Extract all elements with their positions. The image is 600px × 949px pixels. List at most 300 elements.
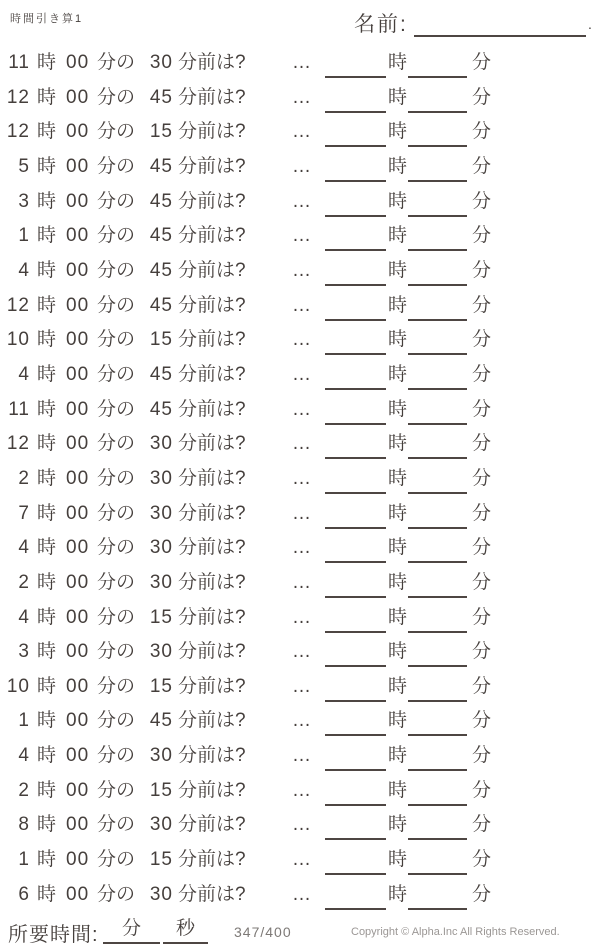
minutes-of-label: 分の	[97, 883, 136, 905]
zero-minutes-value: 00	[66, 294, 90, 316]
zero-minutes-value: 00	[66, 259, 90, 281]
hour-value: 10	[6, 329, 30, 351]
ellipsis: …	[292, 121, 311, 143]
answer-hour-unit-label: 時	[388, 121, 408, 143]
answer-hour-blank[interactable]	[325, 712, 386, 736]
zero-minutes-value: 00	[66, 121, 90, 143]
answer-hour-unit-label: 時	[388, 225, 408, 247]
hour-unit-label: 時	[37, 849, 57, 871]
answer-minute-unit-label: 分	[472, 537, 492, 559]
before-question-label: 分前は?	[178, 849, 246, 871]
ellipsis: …	[292, 779, 311, 801]
answer-hour-unit-label: 時	[388, 363, 408, 385]
zero-minutes-value: 00	[66, 52, 90, 73]
elapsed-time-label: 所要時間:	[8, 924, 99, 946]
minutes-of-label: 分の	[97, 294, 136, 316]
answer-hour-blank[interactable]	[325, 331, 386, 355]
ellipsis: …	[292, 571, 311, 593]
minutes-value: 30	[149, 883, 173, 905]
answer-minute-unit-label: 分	[472, 190, 492, 212]
minutes-value: 30	[149, 571, 173, 593]
answer-minute-blank[interactable]	[408, 747, 467, 771]
name-label: 名前:	[354, 13, 408, 36]
problem-row	[0, 260, 600, 295]
answer-hour-blank[interactable]	[325, 747, 386, 771]
hour-value: 2	[18, 779, 30, 801]
hour-unit-label: 時	[37, 433, 57, 455]
hour-unit-label: 時	[37, 225, 57, 247]
answer-minute-unit-label: 分	[472, 606, 492, 628]
minutes-value: 45	[149, 225, 173, 247]
answer-hour-blank[interactable]	[325, 539, 386, 563]
minutes-of-label: 分の	[97, 433, 136, 455]
hour-value: 2	[18, 467, 30, 489]
answer-minute-unit-label: 分	[472, 467, 492, 489]
answer-minute-unit-label: 分	[472, 433, 492, 455]
answer-minute-unit-label: 分	[472, 155, 492, 177]
minutes-of-label: 分の	[97, 814, 136, 836]
hour-unit-label: 時	[37, 779, 57, 801]
before-question-label: 分前は?	[178, 571, 246, 593]
minutes-value: 45	[149, 363, 173, 385]
hour-unit-label: 時	[37, 641, 57, 663]
ellipsis: …	[292, 606, 311, 628]
answer-minute-blank[interactable]	[408, 505, 467, 529]
hour-value: 4	[18, 745, 30, 767]
before-question-label: 分前は?	[178, 467, 246, 489]
answer-hour-blank[interactable]	[325, 851, 386, 875]
answer-minute-unit-label: 分	[472, 363, 492, 385]
before-question-label: 分前は?	[178, 121, 246, 143]
answer-hour-unit-label: 時	[388, 814, 408, 836]
answer-hour-unit-label: 時	[388, 849, 408, 871]
zero-minutes-value: 00	[66, 329, 90, 351]
zero-minutes-value: 00	[66, 675, 90, 697]
minutes-value: 15	[149, 606, 173, 628]
problem-row	[0, 572, 600, 607]
ellipsis: …	[292, 641, 311, 663]
minutes-of-label: 分の	[97, 606, 136, 628]
hour-value: 12	[6, 121, 30, 143]
answer-minute-unit-label: 分	[472, 398, 492, 420]
hour-unit-label: 時	[37, 363, 57, 385]
hour-value: 10	[6, 675, 30, 697]
answer-minute-unit-label: 分	[472, 779, 492, 801]
hour-unit-label: 時	[37, 745, 57, 767]
zero-minutes-value: 00	[66, 190, 90, 212]
problem-row	[0, 849, 600, 884]
answer-hour-unit-label: 時	[388, 675, 408, 697]
minutes-of-label: 分の	[97, 52, 136, 73]
hour-value: 12	[6, 86, 30, 108]
zero-minutes-value: 00	[66, 502, 90, 524]
answer-hour-unit-label: 時	[388, 710, 408, 732]
answer-minute-blank[interactable]	[408, 539, 467, 563]
answer-hour-blank[interactable]	[325, 366, 386, 390]
minutes-value: 15	[149, 121, 173, 143]
ellipsis: …	[292, 433, 311, 455]
hour-unit-label: 時	[37, 121, 57, 143]
hour-unit-label: 時	[37, 259, 57, 281]
problem-row	[0, 468, 600, 503]
before-question-label: 分前は?	[178, 502, 246, 524]
ellipsis: …	[292, 398, 311, 420]
before-question-label: 分前は?	[178, 433, 246, 455]
footer	[0, 916, 600, 949]
hour-value: 4	[18, 363, 30, 385]
answer-minute-blank[interactable]	[408, 851, 467, 875]
answer-minute-blank[interactable]	[408, 193, 467, 217]
minutes-value: 45	[149, 294, 173, 316]
problem-row	[0, 503, 600, 538]
answer-hour-unit-label: 時	[388, 571, 408, 593]
answer-hour-unit-label: 時	[388, 433, 408, 455]
page-number: 347/400	[234, 924, 292, 940]
answer-minute-blank[interactable]	[408, 227, 467, 251]
problem-row	[0, 537, 600, 572]
answer-hour-unit-label: 時	[388, 329, 408, 351]
before-question-label: 分前は?	[178, 675, 246, 697]
answer-hour-blank[interactable]	[325, 401, 386, 425]
answer-minute-unit-label: 分	[472, 294, 492, 316]
answer-hour-blank[interactable]	[325, 816, 386, 840]
ellipsis: …	[292, 849, 311, 871]
problem-row	[0, 676, 600, 711]
answer-hour-blank[interactable]	[325, 435, 386, 459]
answer-hour-unit-label: 時	[388, 398, 408, 420]
problem-list	[0, 52, 600, 918]
problem-row	[0, 364, 600, 399]
answer-minute-unit-label: 分	[472, 329, 492, 351]
minutes-of-label: 分の	[97, 502, 136, 524]
answer-minute-unit-label: 分	[472, 571, 492, 593]
ellipsis: …	[292, 225, 311, 247]
minutes-of-label: 分の	[97, 467, 136, 489]
ellipsis: …	[292, 710, 311, 732]
zero-minutes-value: 00	[66, 433, 90, 455]
name-input-line[interactable]	[414, 6, 586, 37]
answer-hour-blank[interactable]	[325, 505, 386, 529]
answer-minute-unit-label: 分	[472, 745, 492, 767]
copyright-text: Copyright © Alpha.Inc All Rights Reserved.	[351, 926, 560, 938]
answer-hour-unit-label: 時	[388, 190, 408, 212]
minutes-value: 15	[149, 329, 173, 351]
minutes-value: 45	[149, 155, 173, 177]
zero-minutes-value: 00	[66, 710, 90, 732]
problem-row	[0, 87, 600, 122]
answer-hour-unit-label: 時	[388, 86, 408, 108]
elapsed-minutes-blank[interactable]: 分	[103, 916, 160, 944]
problem-row	[0, 433, 600, 468]
minutes-of-label: 分の	[97, 398, 136, 420]
answer-minute-blank[interactable]	[408, 123, 467, 147]
hour-value: 1	[18, 849, 30, 871]
answer-minute-blank[interactable]	[408, 54, 467, 78]
minutes-value: 45	[149, 710, 173, 732]
answer-hour-blank[interactable]	[325, 643, 386, 667]
problem-row	[0, 745, 600, 780]
zero-minutes-value: 00	[66, 641, 90, 663]
hour-value: 5	[18, 155, 30, 177]
answer-hour-unit-label: 時	[388, 537, 408, 559]
minutes-value: 30	[149, 745, 173, 767]
hour-value: 2	[18, 571, 30, 593]
zero-minutes-value: 00	[66, 86, 90, 108]
problem-row	[0, 884, 600, 919]
hour-value: 7	[18, 502, 30, 524]
minutes-value: 30	[149, 641, 173, 663]
answer-hour-blank[interactable]	[325, 886, 386, 910]
minutes-of-label: 分の	[97, 155, 136, 177]
answer-minute-blank[interactable]	[408, 297, 467, 321]
answer-hour-blank[interactable]	[325, 54, 386, 78]
answer-hour-blank[interactable]	[325, 297, 386, 321]
answer-minute-blank[interactable]	[408, 816, 467, 840]
zero-minutes-value: 00	[66, 571, 90, 593]
hour-value: 4	[18, 606, 30, 628]
answer-hour-unit-label: 時	[388, 883, 408, 905]
hour-value: 4	[18, 259, 30, 281]
ellipsis: …	[292, 675, 311, 697]
answer-minute-unit-label: 分	[472, 641, 492, 663]
answer-hour-blank[interactable]	[325, 782, 386, 806]
zero-minutes-value: 00	[66, 225, 90, 247]
answer-hour-blank[interactable]	[325, 123, 386, 147]
zero-minutes-value: 00	[66, 398, 90, 420]
answer-minute-unit-label: 分	[472, 121, 492, 143]
answer-minute-unit-label: 分	[472, 86, 492, 108]
ellipsis: …	[292, 190, 311, 212]
problem-row	[0, 121, 600, 156]
before-question-label: 分前は?	[178, 294, 246, 316]
minutes-value: 15	[149, 675, 173, 697]
zero-minutes-value: 00	[66, 779, 90, 801]
before-question-label: 分前は?	[178, 259, 246, 281]
minutes-of-label: 分の	[97, 225, 136, 247]
before-question-label: 分前は?	[178, 814, 246, 836]
hour-unit-label: 時	[37, 329, 57, 351]
before-question-label: 分前は?	[178, 537, 246, 559]
problem-row	[0, 814, 600, 849]
minutes-value: 30	[149, 502, 173, 524]
hour-unit-label: 時	[37, 606, 57, 628]
answer-hour-unit-label: 時	[388, 259, 408, 281]
minutes-of-label: 分の	[97, 745, 136, 767]
answer-minute-unit-label: 分	[472, 675, 492, 697]
minutes-value: 30	[149, 467, 173, 489]
answer-minute-unit-label: 分	[472, 259, 492, 281]
ellipsis: …	[292, 294, 311, 316]
minutes-of-label: 分の	[97, 259, 136, 281]
hour-unit-label: 時	[37, 294, 57, 316]
answer-minute-blank[interactable]	[408, 89, 467, 113]
zero-minutes-value: 00	[66, 606, 90, 628]
answer-minute-unit-label: 分	[472, 710, 492, 732]
minutes-value: 45	[149, 259, 173, 281]
ellipsis: …	[292, 86, 311, 108]
answer-hour-blank[interactable]	[325, 678, 386, 702]
minutes-of-label: 分の	[97, 190, 136, 212]
zero-minutes-value: 00	[66, 467, 90, 489]
minutes-of-label: 分の	[97, 86, 136, 108]
elapsed-seconds-blank[interactable]: 秒	[163, 916, 208, 944]
before-question-label: 分前は?	[178, 745, 246, 767]
before-question-label: 分前は?	[178, 398, 246, 420]
zero-minutes-value: 00	[66, 814, 90, 836]
answer-minute-blank[interactable]	[408, 712, 467, 736]
before-question-label: 分前は?	[178, 52, 246, 73]
before-question-label: 分前は?	[178, 225, 246, 247]
answer-minute-unit-label: 分	[472, 52, 492, 73]
hour-value: 11	[8, 52, 30, 73]
problem-row	[0, 710, 600, 745]
answer-hour-unit-label: 時	[388, 641, 408, 663]
answer-hour-blank[interactable]	[325, 193, 386, 217]
hour-unit-label: 時	[37, 86, 57, 108]
answer-minute-unit-label: 分	[472, 883, 492, 905]
hour-unit-label: 時	[37, 155, 57, 177]
minutes-of-label: 分の	[97, 641, 136, 663]
hour-unit-label: 時	[37, 537, 57, 559]
answer-minute-blank[interactable]	[408, 401, 467, 425]
hour-value: 11	[8, 398, 30, 420]
hour-unit-label: 時	[37, 571, 57, 593]
minutes-of-label: 分の	[97, 675, 136, 697]
problem-row	[0, 52, 600, 87]
hour-value: 1	[18, 710, 30, 732]
problem-row	[0, 607, 600, 642]
answer-minute-unit-label: 分	[472, 502, 492, 524]
name-field	[0, 6, 600, 40]
answer-hour-blank[interactable]	[325, 470, 386, 494]
answer-hour-unit-label: 時	[388, 502, 408, 524]
before-question-label: 分前は?	[178, 329, 246, 351]
minutes-of-label: 分の	[97, 121, 136, 143]
minutes-value: 15	[149, 779, 173, 801]
problem-row	[0, 225, 600, 260]
problem-row	[0, 329, 600, 364]
minutes-value: 30	[149, 433, 173, 455]
zero-minutes-value: 00	[66, 883, 90, 905]
minutes-value: 45	[149, 398, 173, 420]
hour-value: 3	[18, 641, 30, 663]
answer-hour-blank[interactable]	[325, 574, 386, 598]
answer-hour-unit-label: 時	[388, 52, 408, 73]
hour-unit-label: 時	[37, 52, 57, 73]
zero-minutes-value: 00	[66, 849, 90, 871]
zero-minutes-value: 00	[66, 537, 90, 559]
answer-minute-blank[interactable]	[408, 574, 467, 598]
hour-value: 1	[18, 225, 30, 247]
minutes-value: 15	[149, 849, 173, 871]
hour-value: 12	[6, 294, 30, 316]
answer-hour-blank[interactable]	[325, 89, 386, 113]
answer-minute-unit-label: 分	[472, 814, 492, 836]
answer-minute-blank[interactable]	[408, 782, 467, 806]
answer-minute-unit-label: 分	[472, 225, 492, 247]
ellipsis: …	[292, 745, 311, 767]
ellipsis: …	[292, 537, 311, 559]
answer-minute-blank[interactable]	[408, 643, 467, 667]
minutes-of-label: 分の	[97, 329, 136, 351]
ellipsis: …	[292, 329, 311, 351]
hour-value: 6	[18, 883, 30, 905]
answer-minute-blank[interactable]	[408, 678, 467, 702]
hour-unit-label: 時	[37, 190, 57, 212]
hour-unit-label: 時	[37, 398, 57, 420]
minutes-value: 30	[149, 52, 173, 73]
before-question-label: 分前は?	[178, 779, 246, 801]
answer-hour-unit-label: 時	[388, 467, 408, 489]
before-question-label: 分前は?	[178, 710, 246, 732]
before-question-label: 分前は?	[178, 155, 246, 177]
problem-row	[0, 295, 600, 330]
minutes-value: 45	[149, 190, 173, 212]
answer-minute-blank[interactable]	[408, 366, 467, 390]
minutes-of-label: 分の	[97, 849, 136, 871]
minutes-of-label: 分の	[97, 363, 136, 385]
problem-row	[0, 156, 600, 191]
hour-unit-label: 時	[37, 467, 57, 489]
minutes-value: 30	[149, 814, 173, 836]
problem-row	[0, 641, 600, 676]
answer-minute-blank[interactable]	[408, 886, 467, 910]
answer-hour-blank[interactable]	[325, 609, 386, 633]
hour-value: 12	[6, 433, 30, 455]
hour-value: 8	[18, 814, 30, 836]
minutes-value: 45	[149, 86, 173, 108]
minutes-of-label: 分の	[97, 710, 136, 732]
answer-hour-blank[interactable]	[325, 158, 386, 182]
minutes-value: 30	[149, 537, 173, 559]
hour-unit-label: 時	[37, 883, 57, 905]
answer-minute-blank[interactable]	[408, 435, 467, 459]
zero-minutes-value: 00	[66, 155, 90, 177]
answer-minute-blank[interactable]	[408, 470, 467, 494]
minutes-of-label: 分の	[97, 571, 136, 593]
answer-minute-blank[interactable]	[408, 158, 467, 182]
page-title: 時間引き算1	[10, 13, 84, 25]
answer-hour-unit-label: 時	[388, 155, 408, 177]
ellipsis: …	[292, 883, 311, 905]
hour-unit-label: 時	[37, 710, 57, 732]
answer-minute-blank[interactable]	[408, 262, 467, 286]
problem-row	[0, 399, 600, 434]
answer-hour-blank[interactable]	[325, 262, 386, 286]
answer-minute-blank[interactable]	[408, 331, 467, 355]
answer-hour-unit-label: 時	[388, 745, 408, 767]
hour-unit-label: 時	[37, 814, 57, 836]
before-question-label: 分前は?	[178, 641, 246, 663]
ellipsis: …	[292, 363, 311, 385]
hour-value: 4	[18, 537, 30, 559]
name-line-period: .	[588, 16, 592, 32]
ellipsis: …	[292, 814, 311, 836]
before-question-label: 分前は?	[178, 363, 246, 385]
answer-minute-unit-label: 分	[472, 849, 492, 871]
before-question-label: 分前は?	[178, 606, 246, 628]
answer-hour-blank[interactable]	[325, 227, 386, 251]
answer-hour-unit-label: 時	[388, 779, 408, 801]
problem-row	[0, 780, 600, 815]
answer-hour-unit-label: 時	[388, 294, 408, 316]
zero-minutes-value: 00	[66, 363, 90, 385]
ellipsis: …	[292, 259, 311, 281]
minutes-of-label: 分の	[97, 537, 136, 559]
answer-minute-blank[interactable]	[408, 609, 467, 633]
hour-unit-label: 時	[37, 675, 57, 697]
minutes-of-label: 分の	[97, 779, 136, 801]
